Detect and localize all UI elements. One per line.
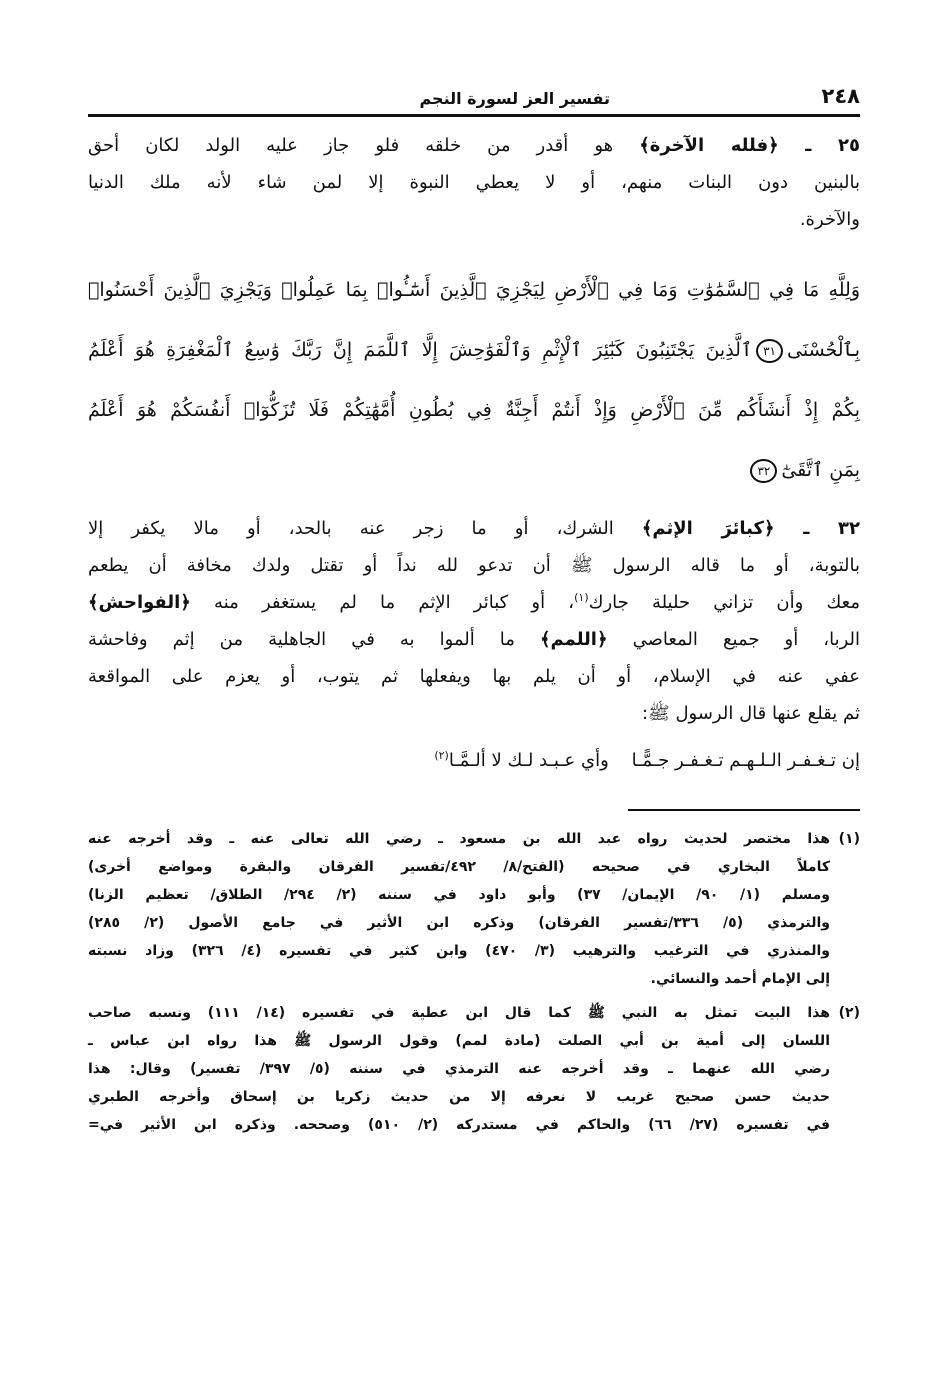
paragraph-line bbox=[88, 127, 860, 164]
verse-number: ٣٢ ـ bbox=[774, 518, 860, 539]
quoted-term: ﴿كبائرَ الإثم﴾ bbox=[641, 518, 775, 539]
footnote-line: والمنذري في الترغيب والترهيب (٣/ ٤٧٠) وابن كثير في تفسيره (٤/ ٣٢٦) وزاد نسبته bbox=[88, 943, 830, 959]
quran-text: بِمَنِ ٱتَّقَىٰٓ bbox=[781, 459, 860, 481]
page-number: ٢٤٨ bbox=[821, 84, 860, 108]
footnote-ref-2[interactable]: (٢) bbox=[434, 749, 449, 762]
ayah-marker-32: ٣٢ bbox=[750, 459, 777, 483]
footnote-1 bbox=[88, 825, 860, 993]
footnote-line: هذا البيت تمثل به النبي ﷺ كما قال ابن عطية في تفسيره (١٤/ ١١١) ونسبه صاحب bbox=[88, 1005, 830, 1021]
poem-verse bbox=[88, 742, 860, 779]
footnote-line: في تفسيره (٢٧/ ٦٦) والحاكم في مستدركه (٢/ ٥١٠) وصححه. وذكره ابن الأثير في= bbox=[88, 1117, 831, 1133]
line-text: معك وأن تزاني حليلة جارك bbox=[588, 592, 860, 613]
poem-hemistich-1: إن تـغـفـر الـلـهـم تـغـفـر جـمًّـا bbox=[631, 750, 860, 771]
paragraph-line: عفي عنه في الإسلام، أو أن يلم بها ويفعلها ثم يتوب، أو يعزم على المواقعة bbox=[88, 666, 860, 687]
footnote-line: اللسان إلى أمية بن أبي الصلت (مادة لمم) وقول الرسول ﷺ هذا رواه ابن عباس ـ bbox=[88, 1033, 830, 1049]
verse-number: ٢٥ ـ bbox=[778, 135, 861, 156]
quran-line bbox=[88, 320, 860, 380]
ayah-marker-31: ٣١ bbox=[756, 339, 783, 363]
poem-hemistich-2: وأي عـبـد لـك لا ألـمَّـا bbox=[448, 750, 609, 771]
quran-line bbox=[88, 440, 860, 500]
paragraph-line: بالبنين دون البنات منهم، أو لا يعطي النبوة إلا لمن شاء لأنه ملك الدنيا bbox=[88, 172, 860, 193]
footnote-line: هذا مختصر لحديث رواه عبد الله بن مسعود ـ رضي الله تعالى عنه ـ وقد أخرجه عنه bbox=[88, 831, 830, 847]
quran-line: بِكُمْ إِذْ أَنشَأَكُم مِّنَ ٱلْأَرْضِ وَإِذْ أَنتُمْ أَجِنَّةٌ فِي بُطُونِ أُمَّهَٰتِكُمْ فَلَا تُزَكُّوٓا۟ أَنفُسَكُمْ هُوَ أَعْلَمُ bbox=[88, 399, 860, 421]
paragraph-32 bbox=[88, 510, 860, 732]
paragraph-line bbox=[88, 584, 860, 621]
line-text: ما ألموا به في الجاهلية من إثم وفاحشة bbox=[88, 629, 540, 650]
paragraph-line: والآخرة. bbox=[799, 209, 860, 230]
footnote-ref-1[interactable]: (١) bbox=[574, 591, 589, 604]
quran-verses bbox=[88, 260, 860, 500]
footnote-number: (١) bbox=[838, 831, 860, 847]
paragraph-line: ثم يقلع عنها قال الرسول ﷺ: bbox=[641, 703, 860, 724]
paragraph-25 bbox=[88, 127, 860, 238]
quoted-term: ﴿اللمم﴾ bbox=[539, 629, 608, 650]
quran-line: وَلِلَّهِ مَا فِي ٱلسَّمَٰوَٰتِ وَمَا فِي ٱلْأَرْضِ لِيَجْزِيَ ٱلَّذِينَ أَسَٰٓـُٔوا۟ بِمَا عَمِلُوا۟ وَيَجْزِيَ ٱلَّذِينَ أَحْسَنُوا۟ bbox=[88, 279, 860, 301]
footnote-line: إلى الإمام أحمد والنسائي. bbox=[650, 971, 830, 987]
quran-text: ٱلَّذِينَ يَجْتَنِبُونَ كَبَٰٓئِرَ ٱلْإِثْمِ وَٱلْفَوَٰحِشَ إِلَّا ٱللَّمَمَ إِنَّ رَبَّكَ وَٰسِعُ ٱلْمَغْفِرَةِ هُوَ أَعْلَمُ bbox=[88, 339, 753, 361]
paragraph-line bbox=[88, 510, 860, 547]
quoted-term: ﴿فلله الآخرة﴾ bbox=[639, 135, 779, 156]
line-text: ، أو كبائر الإثم ما لم يستغفر منه bbox=[190, 592, 575, 613]
footnote-line: ومسلم (١/ ٩٠/ الإيمان/ ٣٧) وأبو داود في سننه (٢/ ٢٩٤/ الطلاق/ تعظيم الزنا) bbox=[88, 887, 831, 903]
line-text: الشرك، أو ما زجر عنه بالحد، أو مالا يكفر إلا bbox=[88, 518, 642, 539]
footnote-line: حديث حسن صحيح غريب لا نعرفه إلا من حديث زكريا بن إسحاق وأخرجه الطبري bbox=[88, 1089, 830, 1105]
paragraph-line: بالتوبة، أو ما قاله الرسول ﷺ أن تدعو لله نداً أو تقتل ولدك مخافة أن يطعم bbox=[88, 555, 860, 576]
footnote-line: والترمذي (٥/ ٣٣٦/تفسير الفرقان) وذكره ابن الأثير في جامع الأصول (٢/ ٢٨٥) bbox=[88, 915, 831, 931]
quoted-term: ﴿الفواحش﴾ bbox=[88, 592, 191, 613]
line-text: الربا، أو جميع المعاصي bbox=[607, 629, 860, 650]
quran-text: بِٱلْحُسْنَى bbox=[787, 339, 860, 361]
footnote-number: (٢) bbox=[838, 1005, 860, 1021]
running-header-title: تفسير العز لسورة النجم bbox=[419, 89, 611, 108]
footnote-2 bbox=[88, 999, 860, 1139]
paragraph-line bbox=[88, 621, 860, 658]
line-text: هو أقدر من خلقه فلو جاز عليه الولد لكان أحق bbox=[88, 135, 640, 156]
running-header bbox=[88, 84, 860, 117]
footnote-line: كاملاً البخاري في صحيحه (الفتح/٨/ ٤٩٢/تفسير الفرقان والبقرة ومواضع أخرى) bbox=[88, 859, 830, 875]
footnote-line: رضي الله عنهما ـ وقد أخرجه عنه الترمذي في سننه (٥/ ٣٩٧/ تفسير) وقال: هذا bbox=[88, 1061, 830, 1077]
footnote-separator bbox=[628, 809, 860, 811]
